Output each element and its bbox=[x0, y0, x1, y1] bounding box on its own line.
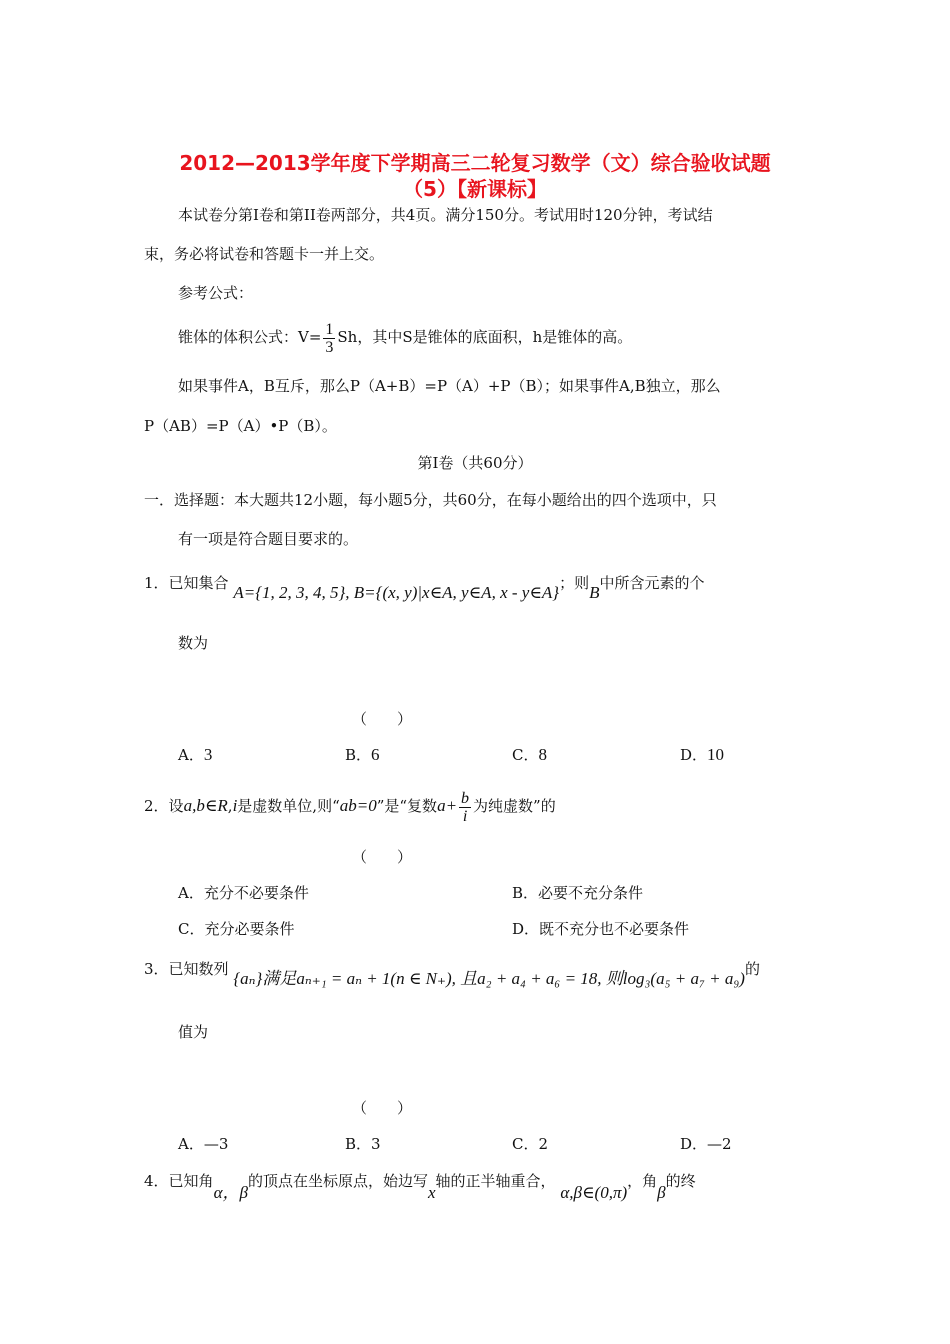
q3-text-a: 已知数列 bbox=[168, 960, 229, 978]
q2-fraction-den: i bbox=[462, 807, 468, 825]
q2-option-d bbox=[512, 918, 689, 940]
option-value: 充分不必要条件 bbox=[203, 884, 309, 902]
q1-option-d bbox=[680, 744, 724, 766]
option-value: 必要不充分条件 bbox=[538, 884, 644, 902]
q2-math-ab0: ab=0 bbox=[339, 796, 377, 815]
q4-text-a: 已知角 bbox=[168, 1172, 214, 1190]
option-value: 6 bbox=[371, 745, 380, 764]
title-line-1: 2012—2013学年度下学期高三二轮复习数学（文）综合验收试题 bbox=[179, 151, 771, 175]
intro-line-2: 束，务必将试卷和答题卡一并上交。 bbox=[144, 245, 385, 263]
q2-fraction bbox=[459, 790, 471, 825]
option-label: C． bbox=[512, 1135, 539, 1153]
option-label: A． bbox=[178, 746, 204, 764]
q2-option-b bbox=[512, 882, 643, 904]
q3-option-c bbox=[512, 1133, 548, 1155]
q1-continuation: 数为 bbox=[178, 634, 209, 652]
cone-fraction-den: 3 bbox=[325, 338, 334, 356]
q3-math-sequence: {aₙ}满足aₙ₊₁ = aₙ + 1(n ∈ N₊), 且a₂ + a₄ + a₆ = 18, 则log₃(a₅ + a₇ + a₉) bbox=[233, 969, 745, 988]
cone-prefix: 锥体的体积公式：V= bbox=[178, 328, 322, 346]
q1-text-a: 已知集合 bbox=[168, 574, 229, 592]
option-value: 既不充分也不必要条件 bbox=[539, 920, 690, 938]
q2-option-c bbox=[178, 918, 295, 940]
probability-line-1: 如果事件A，B互斥，那么P（A+B）=P（A）+P（B）；如果事件A,B独立，那么 bbox=[178, 377, 721, 395]
option-value: 3 bbox=[371, 1135, 381, 1153]
option-label: C． bbox=[178, 920, 205, 938]
q4-text-d: ，角 bbox=[627, 1172, 658, 1190]
section1-line-2: 有一项是符合题目要求的。 bbox=[178, 530, 359, 548]
q2-text-d: ”是“复数 bbox=[376, 797, 438, 815]
q2-math-i: i bbox=[232, 796, 238, 815]
option-label: D． bbox=[680, 746, 708, 764]
option-value: 8 bbox=[538, 745, 547, 764]
option-value: 2 bbox=[538, 1135, 549, 1153]
q2-text-a: 设 bbox=[168, 797, 184, 815]
title-line-2: （5）【新课标】 bbox=[403, 177, 547, 201]
q4-math-x: x bbox=[427, 1183, 436, 1202]
q2-math-a-plus: a+ bbox=[437, 796, 458, 815]
option-label: B． bbox=[345, 746, 372, 764]
q2-option-a bbox=[178, 882, 309, 904]
option-label: A． bbox=[178, 884, 204, 902]
q4-text-c: 轴的正半轴重合， bbox=[435, 1172, 556, 1190]
q4-number: 4． bbox=[144, 1172, 169, 1190]
formula-heading: 参考公式： bbox=[178, 284, 254, 302]
q4-text-b: 的顶点在坐标原点，始边写 bbox=[247, 1172, 428, 1190]
option-label: D． bbox=[512, 920, 540, 938]
q1-answer-bracket: （ ） bbox=[352, 710, 413, 728]
q1-option-b bbox=[345, 744, 380, 766]
cone-fraction-num: 1 bbox=[325, 320, 334, 338]
q3-answer-bracket: （ ） bbox=[352, 1099, 413, 1117]
question-2 bbox=[144, 786, 556, 826]
option-value: 充分必要条件 bbox=[204, 920, 295, 938]
q1-math-sets: A={1, 2, 3, 4, 5}, B={(x, y)|x∈A, y∈A, x - y∈A} bbox=[233, 583, 560, 602]
cone-suffix: Sh，其中S是锥体的底面积，h是锥体的高。 bbox=[337, 328, 633, 346]
option-value: —2 bbox=[707, 1135, 732, 1153]
q1-text-c: 中所含元素的个 bbox=[599, 574, 705, 592]
option-label: A． bbox=[178, 1135, 204, 1153]
option-value: —3 bbox=[203, 1135, 229, 1153]
option-label: D． bbox=[680, 1135, 708, 1153]
q1-option-c bbox=[512, 744, 547, 766]
q1-option-a bbox=[178, 744, 212, 766]
section1-line-1: 一．选择题：本大题共12小题，每小题5分，共60分，在每小题给出的四个选项中，只 bbox=[144, 491, 717, 509]
q2-text-b: , bbox=[227, 797, 233, 815]
q2-number: 2． bbox=[144, 797, 169, 815]
q3-number: 3． bbox=[144, 960, 169, 978]
q3-text-b: 的 bbox=[744, 960, 760, 978]
q4-math-beta: β bbox=[657, 1183, 666, 1202]
q1-text-b: ；则 bbox=[559, 574, 590, 592]
option-value: 10 bbox=[707, 745, 725, 764]
question-4 bbox=[144, 1170, 696, 1202]
q2-text-c: 是虚数单位,则“ bbox=[237, 797, 340, 815]
intro-line-1: 本试卷分第I卷和第II卷两部分，共4页。满分150分。考试用时120分钟，考试结 bbox=[178, 206, 713, 224]
q4-text-e: 的终 bbox=[665, 1172, 696, 1190]
q3-continuation: 值为 bbox=[178, 1023, 209, 1041]
cone-formula bbox=[178, 317, 632, 357]
part1-heading: 第I卷（共60分） bbox=[417, 454, 533, 472]
option-label: C． bbox=[512, 746, 539, 764]
q2-text-e: 为纯虚数”的 bbox=[473, 797, 556, 815]
q1-math-b: B bbox=[589, 583, 600, 602]
option-label: B． bbox=[345, 1135, 372, 1153]
q2-answer-bracket: （ ） bbox=[352, 848, 413, 866]
option-label: B． bbox=[512, 884, 539, 902]
question-3 bbox=[144, 958, 760, 988]
q4-math-alpha-beta: α，β bbox=[213, 1183, 248, 1202]
probability-line-2: P（AB）=P（A）•P（B）。 bbox=[144, 417, 337, 435]
cone-fraction bbox=[323, 321, 335, 356]
option-value: 3 bbox=[203, 745, 213, 764]
q1-number: 1． bbox=[144, 574, 169, 592]
q2-fraction-num: b bbox=[461, 789, 470, 807]
question-1 bbox=[144, 572, 705, 602]
q2-math-ab: a,b∈R bbox=[183, 796, 228, 815]
q4-math-interval: α,β∈(0,π) bbox=[560, 1183, 628, 1202]
q3-option-d bbox=[680, 1133, 732, 1155]
q3-option-b bbox=[345, 1133, 381, 1155]
q3-option-a bbox=[178, 1133, 228, 1155]
